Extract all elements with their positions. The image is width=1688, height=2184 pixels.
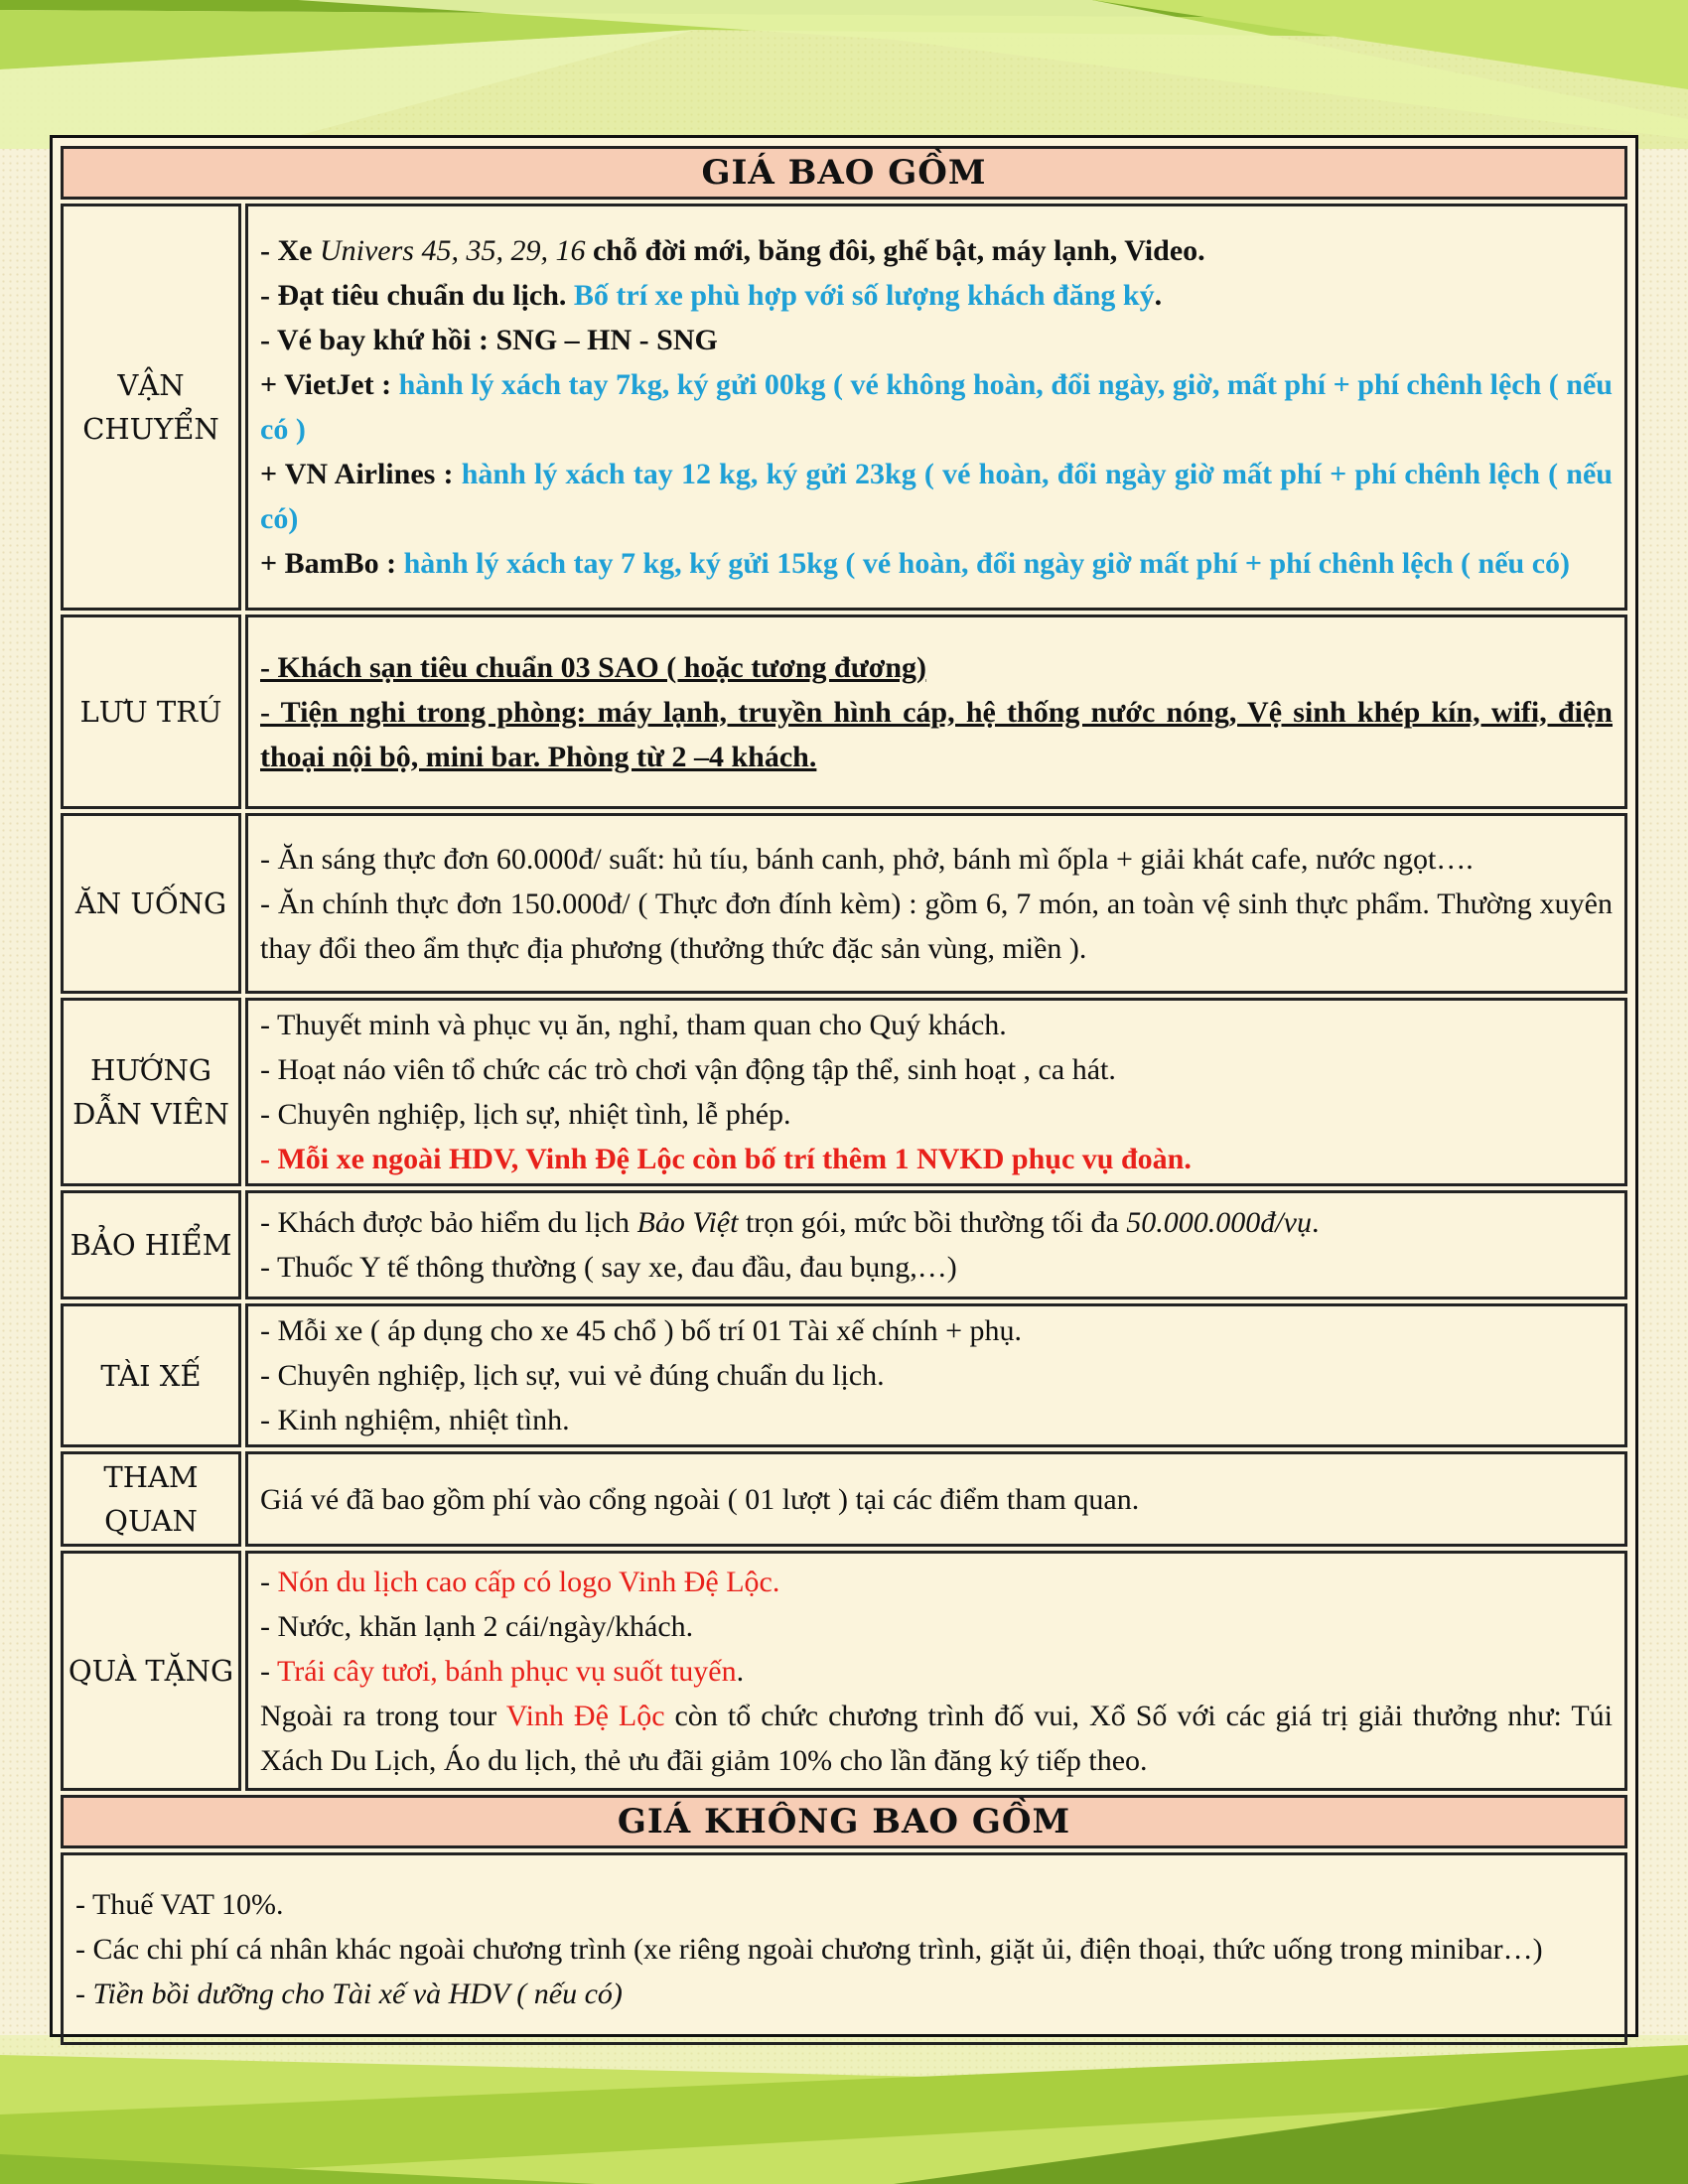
text-segment: Giá vé đã bao gồm phí vào cổng ngoài ( 01 lượt ) tại các điểm tham quan. xyxy=(260,1482,1140,1516)
row-content xyxy=(245,614,1627,809)
content-line xyxy=(260,882,1613,971)
text-segment: - Thuế VAT 10%. xyxy=(75,1887,284,1921)
text-segment: - Ăn sáng thực đơn 60.000đ/ suất: hủ tíu, bánh canh, phở, bánh mì ốpla + giải khát cafe, nước ngọt…. xyxy=(260,842,1474,876)
row-label: QUÀ TẶNG xyxy=(61,1551,241,1791)
row-label: BẢO HIỂM xyxy=(61,1190,241,1299)
included-row xyxy=(61,614,1627,809)
text-segment: Bảo Việt xyxy=(636,1206,739,1239)
content-line xyxy=(260,837,1613,882)
text-segment: - Hoạt náo viên tổ chức các trò chơi vận động tập thể, sinh hoạt , ca hát. xyxy=(260,1053,1116,1086)
price-document xyxy=(50,135,1638,2037)
content-line xyxy=(260,1353,1613,1398)
row-content xyxy=(245,1190,1627,1299)
text-segment: Vinh Đệ Lộc xyxy=(505,1699,665,1732)
content-line xyxy=(75,1927,1613,1972)
excluded-title: GIÁ KHÔNG BAO GỒM xyxy=(61,1795,1627,1848)
content-line xyxy=(260,1003,1613,1047)
included-row xyxy=(61,1303,1627,1447)
text-segment: - Thuốc Y tế thông thường ( say xe, đau đầu, đau bụng,…) xyxy=(260,1251,957,1284)
content-line xyxy=(260,1649,1613,1694)
content-line xyxy=(260,1604,1613,1649)
text-segment: - Ăn chính thực đơn 150.000đ/ ( Thực đơn đính kèm) : gồm 6, 7 món, an toàn vệ sinh thực phẩm. Thường xuyên thay đổi theo ẩm thực địa phương (thưởng thức đặc sản vùng, miền ). xyxy=(260,887,1613,965)
excluded-row xyxy=(61,1852,1627,2045)
included-row xyxy=(61,1551,1627,1791)
content-line xyxy=(260,1694,1613,1783)
row-label: THAM QUAN xyxy=(61,1451,241,1547)
row-content xyxy=(245,998,1627,1186)
text-segment: - Kinh nghiệm, nhiệt tình. xyxy=(260,1404,570,1436)
row-content xyxy=(245,204,1627,611)
text-segment: - xyxy=(260,1654,277,1688)
text-segment: - Nước, khăn lạnh 2 cái/ngày/khách. xyxy=(260,1609,694,1643)
text-segment: hành lý xách tay 7 kg, ký gửi 15kg ( vé hoàn, đổi ngày giờ mất phí + phí chênh lệch ( nếu có) xyxy=(403,547,1571,580)
row-label: LƯU TRÚ xyxy=(61,614,241,809)
included-row xyxy=(61,204,1627,611)
row-content xyxy=(245,1451,1627,1547)
text-segment: Trái cây tươi, bánh phục vụ suốt tuyến xyxy=(276,1654,737,1688)
content-line xyxy=(75,1972,1613,2016)
excluded-header-row xyxy=(61,1795,1627,1848)
row-label: ĂN UỐNG xyxy=(61,813,241,994)
text-segment: trọn gói, mức bồi thường tối đa xyxy=(738,1206,1127,1239)
row-content xyxy=(245,1551,1627,1791)
text-segment: Bố trí xe phù hợp với số lượng khách đăng ký xyxy=(573,279,1155,312)
content-line xyxy=(260,1245,1613,1290)
content-line xyxy=(260,1477,1613,1522)
content-line xyxy=(260,645,1613,690)
text-segment: - Xe xyxy=(260,234,320,267)
content-line xyxy=(75,1882,1613,1927)
content-line xyxy=(260,318,1613,362)
row-label: HƯỚNG DẪN VIÊN xyxy=(61,998,241,1186)
content-line xyxy=(260,452,1613,541)
excluded-content xyxy=(61,1852,1627,2045)
text-segment: - Mỗi xe ( áp dụng cho xe 45 chổ ) bố trí 01 Tài xế chính + phụ. xyxy=(260,1314,1023,1347)
row-label: TÀI XẾ xyxy=(61,1303,241,1447)
text-segment: - Chuyên nghiệp, lịch sự, vui vẻ đúng chuẩn du lịch. xyxy=(260,1359,885,1392)
text-segment: - Tiện nghi trong phòng: máy lạnh, truyền hình cáp, hệ thống nước nóng, Vệ sinh khép kín, wifi, điện thoại nội bộ, mini bar. Phòng từ 2 –4 khách. xyxy=(260,695,1613,773)
content-line xyxy=(260,1398,1613,1442)
text-segment: - Đạt tiêu chuẩn du lịch. xyxy=(260,279,574,312)
bottom-green-decoration xyxy=(0,2035,1688,2184)
included-row xyxy=(61,813,1627,994)
included-row xyxy=(61,998,1627,1186)
content-line xyxy=(260,1200,1613,1245)
text-segment: . xyxy=(1311,1206,1320,1239)
top-green-decoration xyxy=(0,0,1688,149)
text-segment: Nón du lịch cao cấp có logo Vinh Đệ Lộc. xyxy=(277,1565,780,1598)
text-segment: - Thuyết minh và phục vụ ăn, nghỉ, tham quan cho Quý khách. xyxy=(260,1009,1007,1041)
content-line xyxy=(260,362,1613,452)
content-line xyxy=(260,541,1613,586)
content-line xyxy=(260,1137,1613,1181)
text-segment: - Vé bay khứ hồi : SNG – HN - SNG xyxy=(260,324,718,356)
text-segment: Univers 45, 35, 29, 16 xyxy=(319,234,586,267)
text-segment: 50.000.000đ/vụ xyxy=(1126,1206,1312,1239)
text-segment: - Khách được bảo hiểm du lịch xyxy=(260,1206,637,1239)
content-line xyxy=(260,1047,1613,1092)
content-line xyxy=(260,273,1613,318)
row-content xyxy=(245,813,1627,994)
text-segment: hành lý xách tay 7kg, ký gửi 00kg ( vé không hoàn, đổi ngày, giờ, mất phí + phí chênh lệch ( nếu có ) xyxy=(260,368,1613,446)
included-title: GIÁ BAO GỒM xyxy=(61,146,1627,200)
content-line xyxy=(260,228,1613,273)
text-segment: - Tiền bồi dưỡng cho Tài xế và HDV ( nếu có) xyxy=(75,1977,623,2010)
text-segment: Ngoài ra trong tour xyxy=(260,1699,506,1732)
text-segment: + BamBo : xyxy=(260,547,404,580)
row-content xyxy=(245,1303,1627,1447)
included-header-row xyxy=(61,146,1627,200)
text-segment: chỗ đời mới, băng đôi, ghế bật, máy lạnh, Video. xyxy=(585,234,1205,267)
text-segment: - xyxy=(260,1565,278,1598)
content-line xyxy=(260,1092,1613,1137)
text-segment: - Các chi phí cá nhân khác ngoài chương trình (xe riêng ngoài chương trình, giặt ủi, điện thoại, thức uống trong minibar…) xyxy=(75,1932,1543,1966)
text-segment: + VN Airlines : xyxy=(260,458,462,490)
content-line xyxy=(260,1560,1613,1604)
content-line xyxy=(260,690,1613,779)
text-segment: . xyxy=(1154,279,1163,312)
text-segment: - Chuyên nghiệp, lịch sự, nhiệt tình, lễ phép. xyxy=(260,1098,791,1131)
included-row xyxy=(61,1190,1627,1299)
price-table xyxy=(57,142,1631,2049)
content-line xyxy=(260,1308,1613,1353)
text-segment: + VietJet : xyxy=(260,368,399,401)
text-segment: . xyxy=(736,1654,745,1688)
row-label: VẬN CHUYỂN xyxy=(61,204,241,611)
text-segment: - Mỗi xe ngoài HDV, Vinh Đệ Lộc còn bố trí thêm 1 NVKD phục vụ đoàn. xyxy=(260,1143,1192,1175)
included-row xyxy=(61,1451,1627,1547)
text-segment: hành lý xách tay 12 kg, ký gửi 23kg ( vé hoàn, đổi ngày giờ mất phí + phí chênh lệch ( nếu có) xyxy=(260,458,1613,535)
text-segment: còn tổ chức chương trình đố vui, Xổ Số với các giá trị giải thưởng như: Túi Xách Du Lịch, Áo du lịch, thẻ ưu đãi giảm 10% cho lần đăng ký tiếp theo. xyxy=(260,1699,1613,1777)
text-segment: - Khách sạn tiêu chuẩn 03 SAO ( hoặc tương đương) xyxy=(260,650,927,684)
